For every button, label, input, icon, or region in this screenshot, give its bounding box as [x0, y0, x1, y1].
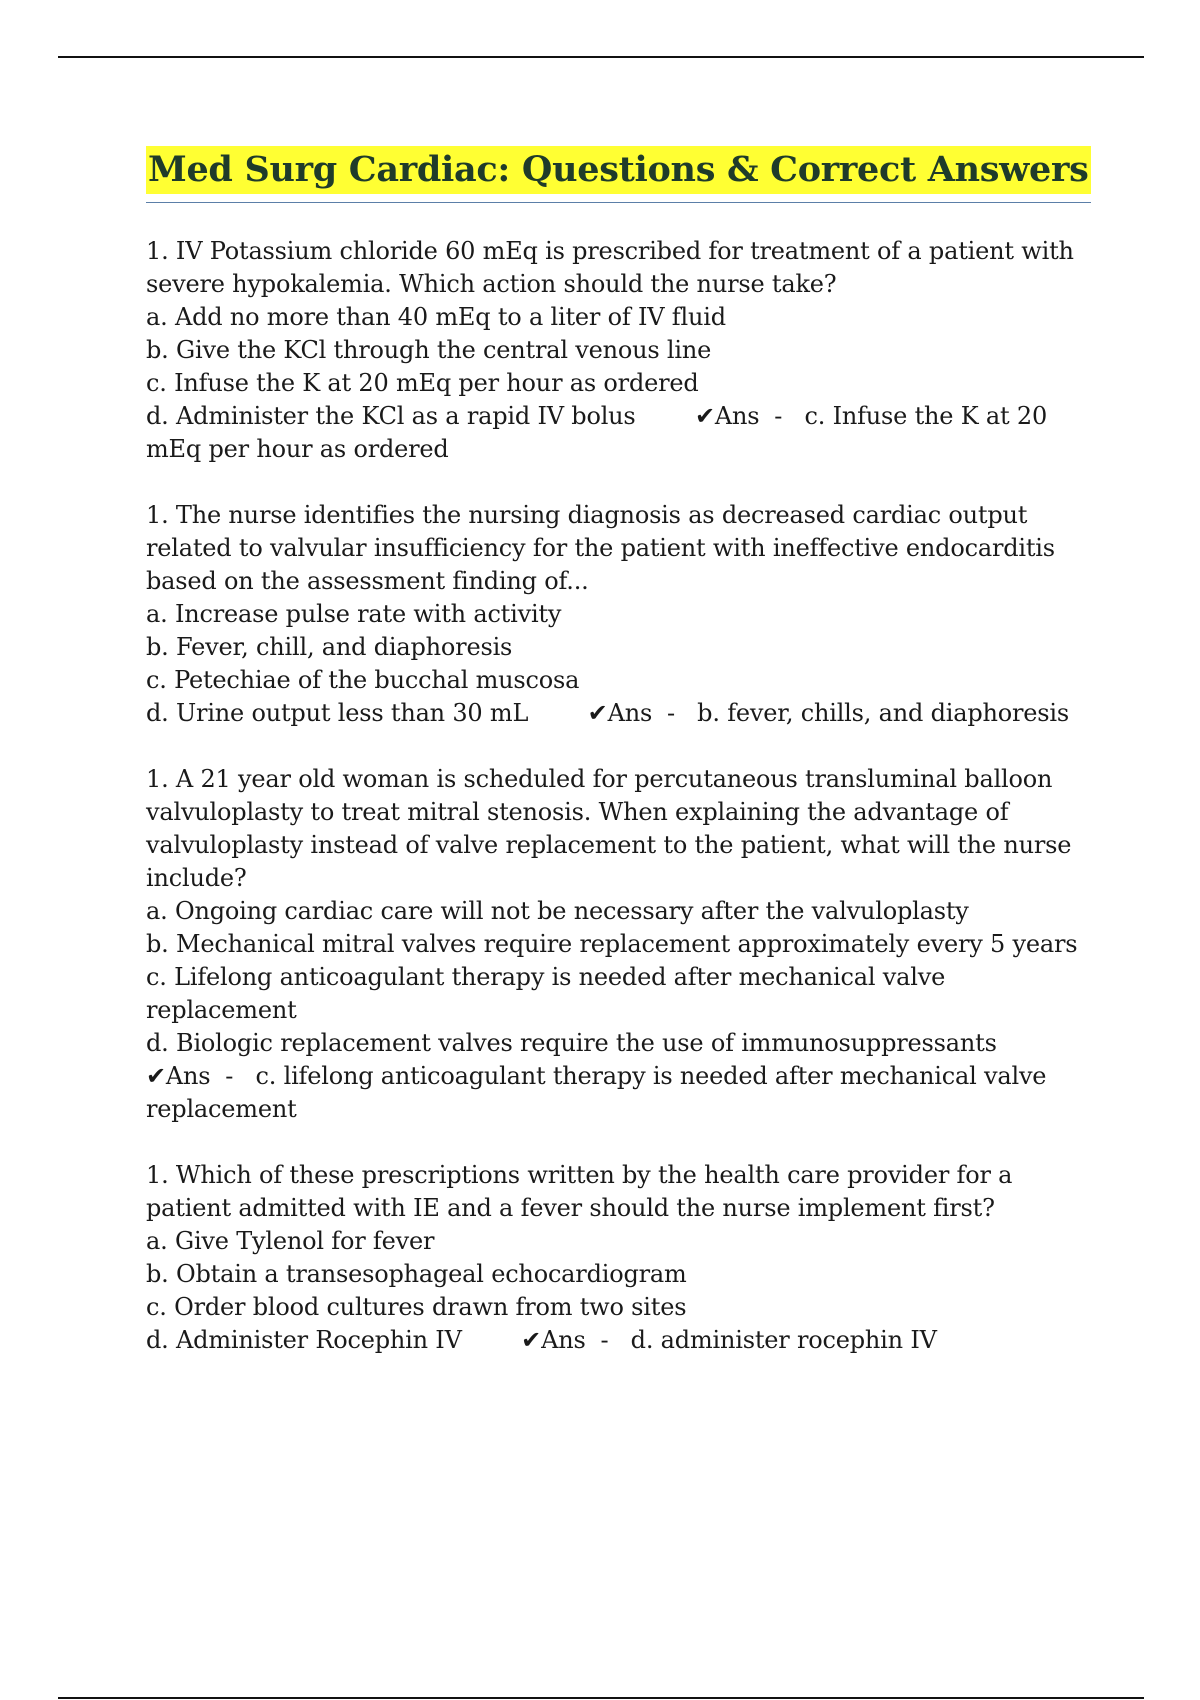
question-block — [146, 763, 1091, 1126]
answer-option-with-answer — [146, 697, 1091, 730]
answer-option: a. Give Tylenol for fever — [146, 1227, 435, 1255]
question-stem: 1. A 21 year old woman is scheduled for percutaneous transluminal balloon valvuloplasty to treat mitral stenosis. When explaining the advantage of valvuloplasty instead of valve replacement to the patient, what will the nurse include? — [146, 765, 1072, 892]
answer-option: d. Administer Rocephin IV — [146, 1326, 462, 1354]
answer-option: c. Petechiae of the bucchal muscosa — [146, 666, 580, 694]
question-block — [146, 1159, 1091, 1357]
page-title: Med Surg Cardiac: Questions & Correct Answers — [146, 146, 1091, 194]
answer-option: c. Order blood cultures drawn from two sites — [146, 1293, 687, 1321]
answer-option: b. Give the KCl through the central venous line — [146, 336, 712, 364]
header-rule — [58, 56, 1144, 58]
correct-answer: c. Infuse the K at 20 mEq per hour as ordered — [146, 402, 1048, 463]
correct-answer-marker: ✔Ans — [587, 699, 653, 727]
answer-option: b. Obtain a transesophageal echocardiogram — [146, 1260, 687, 1288]
answer-option: a. Ongoing cardiac care will not be necessary after the valvuloplasty — [146, 897, 969, 925]
answer-option: b. Mechanical mitral valves require replacement approximately every 5 years — [146, 930, 1078, 958]
correct-answer-marker: ✔Ans — [146, 1062, 211, 1090]
question-block — [146, 235, 1091, 466]
answer-separator: - — [666, 699, 675, 727]
correct-answer-marker: ✔Ans — [521, 1326, 586, 1354]
answer-option: d. Urine output less than 30 mL — [146, 699, 529, 727]
answer-option: a. Add no more than 40 mEq to a liter of IV fluid — [146, 303, 726, 331]
answer-option: a. Increase pulse rate with activity — [146, 600, 562, 628]
answer-option-with-answer — [146, 400, 1091, 466]
correct-answer: b. fever, chills, and diaphoresis — [697, 699, 1069, 727]
title-section — [146, 146, 1091, 203]
correct-answer-marker: ✔Ans — [694, 402, 760, 430]
document-body — [146, 146, 1091, 1390]
question-stem: 1. The nurse identifies the nursing diagnosis as decreased cardiac output related to valvular insufficiency for the patient with ineffective endocarditis based on the assessment finding of... — [146, 501, 1055, 595]
correct-answer: c. lifelong anticoagulant therapy is needed after mechanical valve replacement — [146, 1062, 1047, 1123]
answer-line — [146, 1060, 1091, 1126]
answer-separator: - — [225, 1062, 234, 1090]
question-stem: 1. IV Potassium chloride 60 mEq is prescribed for treatment of a patient with severe hypokalemia. Which action should the nurse take? — [146, 237, 1074, 298]
answer-option: d. Biologic replacement valves require the use of immunosuppressants — [146, 1029, 997, 1057]
answer-option: b. Fever, chill, and diaphoresis — [146, 633, 513, 661]
answer-option: c. Infuse the K at 20 mEq per hour as ordered — [146, 369, 699, 397]
answer-separator: - — [774, 402, 783, 430]
footer-rule — [58, 1697, 1144, 1699]
question-stem: 1. Which of these prescriptions written by the health care provider for a patient admitted with IE and a fever should the nurse implement first? — [146, 1161, 1013, 1222]
answer-option: c. Lifelong anticoagulant therapy is needed after mechanical valve replacement — [146, 963, 946, 1024]
question-block — [146, 499, 1091, 730]
answer-option-with-answer — [146, 1324, 1091, 1357]
correct-answer: d. administer rocephin IV — [630, 1326, 937, 1354]
answer-option: d. Administer the KCl as a rapid IV bolus — [146, 402, 636, 430]
answer-separator: - — [600, 1326, 609, 1354]
